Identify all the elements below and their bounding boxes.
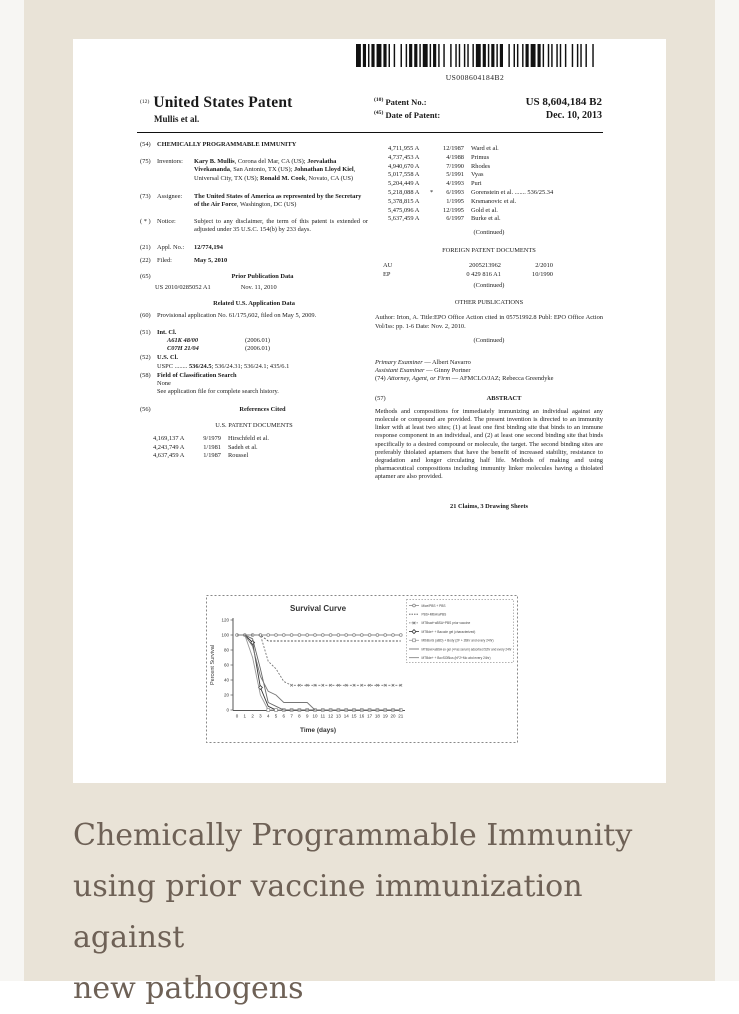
section-provisional: (60) Provisional application No. 61/175,602, filed on May 5, 2009. [140, 312, 368, 320]
continued-note: (Continued) [473, 281, 505, 289]
field-see: See application file for complete search history. [157, 388, 279, 396]
patent-header [140, 94, 602, 124]
section-assignee: (73) Assignee: The United States of America as represented by the Secretary of the Air Force, Washington, DC (US) [140, 193, 368, 209]
svg-text:16: 16 [359, 713, 365, 719]
svg-text:14: 14 [343, 713, 349, 719]
svg-text:Survival Curve: Survival Curve [289, 604, 347, 613]
svg-text:40: 40 [223, 677, 229, 683]
continued-note: (Continued) [473, 228, 505, 236]
right-column [375, 141, 603, 511]
inventors-list: Kary B. Mullis, Corona del Mar, CA (US); Jeevalatha Vivekananda, San Antonio, TX (US); Johnathan Lloyd Kiel, Universal City, TX (US); Ronald M. Cook, Novato, CA (US) [194, 158, 356, 182]
section-appl-no: (21) Appl. No.: 12/774,194 [140, 244, 368, 252]
patent-date-value: Dec. 10, 2013 [545, 110, 602, 121]
barcode-label: US008604184B2 [445, 73, 505, 82]
patent-number-row [374, 96, 602, 108]
notice-text: Subject to any disclaimer, the term of this patent is extended or adjusted under 35 U.S.C. 154(b) by 233 days. [194, 218, 368, 234]
invention-title: CHEMICALLY PROGRAMMABLE IMMUNITY [157, 141, 297, 148]
int-cl-row: A61K 48/00 (2006.01) [167, 337, 271, 345]
prior-pub-row: US 2010/0285052 A1 Nov. 11, 2010 [155, 284, 277, 292]
svg-text:0: 0 [235, 713, 239, 719]
caption-line: using prior vaccine immunization against [73, 869, 583, 955]
left-column [140, 141, 368, 511]
patent-number-value: US 8,604,184 B2 [525, 96, 602, 108]
section-us-cl: (52) U.S. Cl. [140, 354, 178, 362]
assignee-value: The United States of America as represented by the Secretary of the Air Force, Washington, DC (US) [194, 192, 362, 209]
section-inventors: (75) Inventors: Kary B. Mullis, Corona del Mar, CA (US); Jeevalatha Vivekananda, San Antonio, TX (US); Johnathan Lloyd Kiel, Universal City, TX (US); Ronald M. Cook, Novato, CA (US) [140, 158, 368, 183]
table-row: EP 0 429 816 A1 10/1990 [383, 270, 553, 278]
svg-text:15: 15 [351, 713, 357, 719]
svg-text:2: 2 [251, 713, 254, 719]
section-abstract: (57) ABSTRACT [375, 395, 603, 403]
patent-date-row [374, 110, 602, 121]
table-row: 5,017,558 A 5/1991 Vyas [388, 171, 484, 179]
svg-text:100: 100 [221, 632, 229, 638]
svg-text:MTBde+ + BovSOBlus (hF2+Mo abd: MTBde+ + BovSOBlus (hF2+Mo abd every 24hr) [421, 656, 491, 660]
svg-text:60: 60 [223, 662, 229, 668]
us-docs-heading: U.S. PATENT DOCUMENTS [215, 421, 293, 429]
claims-line: 21 Claims, 3 Drawing Sheets [450, 502, 528, 510]
patent-date-label: $^{(45)}$ Date of Patent: [374, 110, 441, 120]
table-row: 4,940,670 A 7/1990 Rhodes [388, 162, 491, 170]
section-filed: (22) Filed: May 5, 2010 [140, 257, 368, 265]
caption-line: Chemically Programmable Immunity [73, 818, 633, 853]
svg-text:MTBde+ + Bacode gel (character: MTBde+ + Bacode gel (characterized) [421, 629, 476, 634]
svg-text:MTBswt+aBSA ex gel (+Fas serum: MTBswt+aBSA ex gel (+Fas serum) adsorbed 52hr and every 24hr [421, 647, 513, 652]
header-right [374, 94, 602, 124]
provisional-text: Provisional application No. 61/175,602, filed on May 5, 2009. [157, 311, 317, 319]
attorney-line: (74) Attorney, Agent, or Firm — AFMCLO/JAZ; Rebecca Greendyke [375, 375, 554, 383]
filed-date-value: May 5, 2010 [194, 256, 228, 264]
caption-line: new pathogens [73, 971, 304, 1006]
page-caption [73, 810, 693, 1014]
svg-text:9: 9 [305, 713, 309, 719]
header-left [140, 94, 293, 124]
table-row: 5,475,096 A 12/1995 Gold et al. [388, 206, 498, 214]
int-cl-row: C07H 21/04 (2006.01) [167, 345, 271, 353]
svg-text:11: 11 [320, 713, 326, 719]
patent-authors: Mullis et al. [154, 114, 200, 124]
svg-text:6: 6 [282, 713, 286, 719]
svg-text:80: 80 [223, 647, 229, 653]
field-none: None [157, 380, 171, 388]
prior-pub-heading: Prior Publication Data [231, 273, 294, 281]
svg-text:8: 8 [298, 713, 301, 719]
svg-text:MTBswt+aBSA+PBS prior vaccine: MTBswt+aBSA+PBS prior vaccine [421, 621, 471, 626]
table-row: AU 2005213962 2/2010 [383, 261, 553, 269]
svg-text:21: 21 [398, 713, 404, 719]
related-data-heading: Related U.S. Application Data [213, 300, 295, 308]
table-row: 5,378,815 A 1/1995 Krsmanovic et al. [388, 197, 517, 205]
assistant-examiner-line: Assistant Examiner — Ginny Portner [375, 367, 471, 375]
svg-text:19: 19 [382, 713, 388, 719]
svg-text:120: 120 [221, 617, 229, 623]
svg-text:1: 1 [243, 713, 247, 719]
table-row: 4,737,453 A 4/1988 Primus [388, 153, 490, 161]
table-row: 4,711,955 A 12/1987 Ward et al. [388, 145, 499, 152]
other-pubs-text: Author: Irton, A. Title:EPO Office Action cited in 05751992.8 Publ: EPO Office Action Vol/Iss: pp. 1-6 Date: Nov. 2, 2010. [375, 314, 603, 330]
svg-text:10: 10 [312, 713, 318, 719]
table-row: 4,169,137 A 9/1979 Hirschfeld et al. [153, 434, 269, 442]
svg-text:17: 17 [367, 713, 373, 719]
svg-text:MtbBorG (aBD) + Body (2F + 2Bh: MtbBorG (aBD) + Body (2F + 2Bhr and every 24hr) [421, 638, 494, 643]
us-ref-list-left [140, 435, 368, 461]
survival-chart [206, 595, 518, 743]
svg-text:20: 20 [390, 713, 396, 719]
us-ref-list-right [375, 145, 603, 224]
foreign-docs-heading: FOREIGN PATENT DOCUMENTS [442, 246, 536, 254]
table-row: 5,204,449 A 4/1993 Puri [388, 180, 482, 188]
svg-text:13: 13 [335, 713, 341, 719]
svg-text:4: 4 [266, 713, 270, 719]
figure-survival-curve [206, 595, 518, 743]
kind-code-tag: (12) [140, 99, 150, 105]
table-row: 4,637,459 A 1/1987 Roussel [153, 452, 249, 460]
svg-text:12: 12 [328, 713, 334, 719]
svg-text:20: 20 [223, 692, 229, 698]
svg-text:3: 3 [259, 713, 262, 719]
patent-title-heading: United States Patent [153, 94, 293, 111]
patent-number-label: $^{(10)}$ Patent No.: [374, 97, 427, 107]
barcode [356, 44, 594, 82]
continued-note: (Continued) [473, 336, 505, 344]
section-title: (54) CHEMICALLY PROGRAMMABLE IMMUNITY [140, 141, 368, 149]
svg-text:Percent Survival: Percent Survival [210, 644, 216, 686]
table-row: 4,243,749 A 1/1981 Sadeh et al. [153, 443, 258, 451]
header-divider [137, 132, 603, 133]
table-row: 5,637,459 A 6/1997 Burke et al. [388, 215, 501, 223]
barcode-image [356, 44, 594, 67]
svg-text:Mice/PBS + PBS: Mice/PBS + PBS [421, 603, 446, 608]
section-notice: ( * ) Notice: Subject to any disclaimer, the term of this patent is extended or adjusted under 35 U.S.C. 154(b) by 233 days. [140, 218, 368, 234]
abstract-heading: ABSTRACT [486, 394, 522, 402]
appl-no-value: 12/774,194 [194, 243, 223, 251]
uspc-row: USPC ........ 536/24.5; 536/24.31; 536/24.1; 435/6.1 [157, 362, 290, 370]
svg-text:7: 7 [290, 713, 293, 719]
svg-text:18: 18 [374, 713, 380, 719]
section-references: (56) References Cited [140, 406, 286, 414]
svg-text:0: 0 [226, 707, 229, 713]
section-int-cl: (51) Int. Cl. [140, 328, 177, 336]
svg-text:PBS+MtbA/aPBS: PBS+MtbA/aPBS [421, 612, 447, 617]
svg-text:Time (days): Time (days) [299, 727, 337, 734]
primary-examiner-line: Primary Examiner — Albert Navarro [375, 359, 471, 366]
patent-columns [140, 141, 603, 511]
table-row: 5,218,088 A * 6/1993 Gorenstein et al. ....... 536/25.34 [388, 188, 554, 196]
svg-text:5: 5 [274, 713, 278, 719]
section-prior-pub: (65) Prior Publication Data [140, 273, 368, 281]
other-pubs-heading: OTHER PUBLICATIONS [454, 299, 524, 307]
section-field-search: (58) Field of Classification Search [140, 371, 237, 379]
abstract-text: Methods and compositions for immediately immunizing an individual against any molecule or compound are provided. The present invention is directed to an immunity linker with at least two sites; (1) at least one first binding site that binds to an immune response component in an individual, and (2) at least one second binding site that binds specifically to a desired compound or molecule, the target. The second binding sites are preferably thiolated aptamers that have the benefit of increased stability, resistance to degradation and longer circulating half life. Methods of making and using pharmaceutical compositions including immunity linker molecules having a thiolated aptamer are also provided. [375, 407, 603, 481]
patent-sheet [73, 39, 666, 783]
